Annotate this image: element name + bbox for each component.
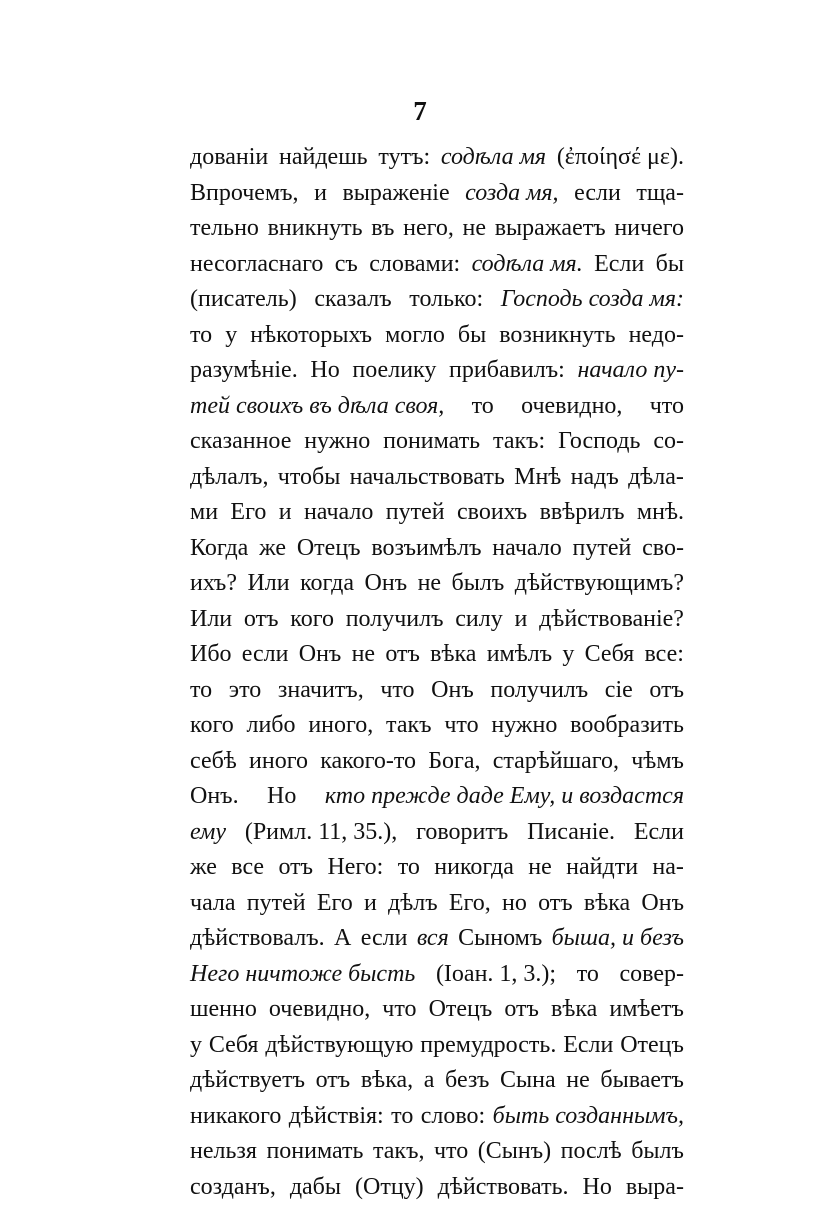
word: себѣ (190, 744, 237, 780)
word: Если (594, 247, 644, 283)
text-line (190, 176, 684, 212)
word: такъ, (373, 1134, 425, 1170)
word: сво- (642, 531, 684, 567)
word: понимать (266, 1134, 363, 1170)
word: найдешь (279, 140, 368, 176)
text-line (190, 602, 684, 638)
word: премудрость. (420, 1028, 556, 1064)
word: все (231, 850, 264, 886)
word: только: (409, 282, 483, 318)
word: (Отцу) (355, 1170, 424, 1205)
word: же (259, 531, 286, 567)
word: Онъ (365, 566, 408, 602)
word: нужно (491, 708, 557, 744)
word: послѣ (561, 1134, 622, 1170)
word: старѣйшаго, (493, 744, 619, 780)
word: Отецъ (429, 992, 493, 1028)
word: выражаетъ (495, 211, 606, 247)
word: Отецъ (620, 1028, 684, 1064)
word: силу (455, 602, 502, 638)
word: бы (458, 318, 486, 354)
word: Если (563, 1028, 613, 1064)
word: вѣка, (361, 1063, 413, 1099)
word: путей (386, 495, 445, 531)
word: что (380, 673, 414, 709)
text-line (190, 1063, 684, 1099)
word: безъ (445, 1063, 489, 1099)
word: былъ (452, 566, 505, 602)
word: все: (644, 637, 683, 673)
word: дѣйствовалъ. (190, 921, 325, 957)
word: что (382, 992, 416, 1028)
text-line (190, 886, 684, 922)
word: Онъ. (190, 779, 239, 815)
word: Или (190, 602, 232, 638)
word: могло (385, 318, 445, 354)
word: него, (403, 211, 454, 247)
text-line (190, 140, 684, 176)
word: дованіи (190, 140, 268, 176)
word: понимать (383, 424, 480, 460)
italic-quote: вся (417, 921, 449, 957)
word: и (364, 886, 377, 922)
word: ихъ? (190, 566, 237, 602)
word: то (190, 673, 212, 709)
text-line (190, 424, 684, 460)
word: иного (249, 744, 308, 780)
text-line (190, 282, 684, 318)
word: а (424, 1063, 435, 1099)
word: дѣйствія: (289, 1099, 384, 1135)
word: и (514, 602, 527, 638)
word: своихъ (457, 495, 527, 531)
word: чтобы (278, 460, 341, 496)
word: бы (656, 247, 684, 283)
word: созданъ, (190, 1170, 276, 1205)
word: словами: (369, 247, 460, 283)
word: отъ (649, 673, 684, 709)
text-line (190, 1028, 684, 1064)
word: Писаніе. (527, 815, 615, 851)
word: если (574, 176, 621, 212)
word: мнѣ. (637, 495, 684, 531)
word: получилъ (490, 673, 588, 709)
text-line (190, 1134, 684, 1170)
word: имѣлъ (487, 637, 552, 673)
word: нѣкоторыхъ (250, 318, 372, 354)
page-number: 7 (0, 96, 840, 126)
word: дѣйствуетъ (190, 1063, 305, 1099)
word: у (190, 1028, 202, 1064)
italic-quote: созда мя, (465, 176, 558, 212)
word: Сыномъ (458, 921, 542, 957)
word: то (472, 389, 494, 425)
text-line (190, 1099, 684, 1135)
text-line (190, 460, 684, 496)
word: что (650, 389, 684, 425)
word: если (242, 637, 289, 673)
word: Его (317, 886, 353, 922)
word: поелику (352, 353, 436, 389)
word: нельзя (190, 1134, 257, 1170)
word: шенно (190, 992, 257, 1028)
text-line (190, 318, 684, 354)
word: и (314, 176, 327, 212)
text-line (190, 1170, 684, 1205)
word: начало (492, 531, 561, 567)
word: выра- (626, 1170, 684, 1205)
word: это (229, 673, 261, 709)
word: найдти (566, 850, 638, 886)
word: разумѣніе. (190, 353, 298, 389)
word: либо (246, 708, 295, 744)
word: дѣйствующую (265, 1028, 413, 1064)
word: чѣмъ (631, 744, 684, 780)
text-line (190, 353, 684, 389)
word: получилъ (346, 602, 444, 638)
word: Впрочемъ, (190, 176, 299, 212)
word: отъ (244, 602, 279, 638)
word: былъ (631, 1134, 684, 1170)
word: А (334, 921, 351, 957)
word: совер- (619, 957, 684, 993)
word: дѣйствующимъ? (515, 566, 684, 602)
text-line (190, 921, 684, 957)
word: не (566, 1063, 590, 1099)
word: (писатель) (190, 282, 297, 318)
word: сказалъ (314, 282, 391, 318)
word: отъ (278, 850, 313, 886)
text-line (190, 637, 684, 673)
italic-quote: Него ничтоже бысть (190, 957, 415, 993)
word: возникнуть (499, 318, 615, 354)
word: и (279, 495, 292, 531)
word: у (225, 318, 237, 354)
italic-quote: Господь созда мя: (501, 282, 684, 318)
text-line (190, 779, 684, 815)
word: значитъ, (278, 673, 364, 709)
text-line (190, 211, 684, 247)
word: Но (583, 1170, 612, 1205)
word: никогда (434, 850, 514, 886)
text-line (190, 673, 684, 709)
body-text (190, 140, 684, 1205)
word: сказанное (190, 424, 291, 460)
word: несогласнаго (190, 247, 323, 283)
word: нужно (304, 424, 370, 460)
word: отъ (385, 637, 420, 673)
italic-quote: тей своихъ въ дѣла своя, (190, 389, 444, 425)
word: Когда (190, 531, 248, 567)
word: не (528, 850, 552, 886)
word: ми (190, 495, 218, 531)
italic-quote: начало пу- (578, 353, 684, 389)
word: Ибо (190, 637, 232, 673)
italic-quote: быть созданнымъ, (493, 1099, 684, 1135)
word: Его, (449, 886, 491, 922)
word: Или (247, 566, 289, 602)
word: очевидно, (269, 992, 370, 1028)
word: то (577, 957, 599, 993)
word: Онъ (641, 886, 684, 922)
word: (Іоан. 1, 3.); (436, 957, 556, 993)
word: если (361, 921, 408, 957)
word: то (398, 850, 420, 886)
word: очевидно, (521, 389, 622, 425)
word: такъ (386, 708, 432, 744)
text-line (190, 957, 684, 993)
text-line (190, 708, 684, 744)
word: Сына (500, 1063, 556, 1099)
word: недо- (629, 318, 684, 354)
word: на- (652, 850, 684, 886)
word: сіе (605, 673, 633, 709)
word: съ (335, 247, 358, 283)
text-line (190, 992, 684, 1028)
word: путей (573, 531, 632, 567)
word: бываетъ (600, 1063, 684, 1099)
word: какого-то (320, 744, 416, 780)
word: вникнуть (268, 211, 363, 247)
word: со- (653, 424, 684, 460)
word: тутъ: (378, 140, 430, 176)
text-line (190, 744, 684, 780)
word: отъ (538, 886, 573, 922)
word: Если (634, 815, 684, 851)
word: тельно (190, 211, 259, 247)
word: (ἐποίησέ με). (557, 140, 684, 176)
word: но (502, 886, 527, 922)
italic-quote: содѣла мя. (472, 247, 583, 283)
word: Но (310, 353, 339, 389)
word: Него: (327, 850, 383, 886)
word: (Римл. 11, 35.), (245, 815, 397, 851)
word: Онъ (299, 637, 342, 673)
word: Себя (209, 1028, 259, 1064)
word: же (190, 850, 217, 886)
word: отъ (504, 992, 539, 1028)
word: вѣка (584, 886, 630, 922)
word: что (444, 708, 478, 744)
word: путей (247, 886, 306, 922)
word: Но (267, 779, 296, 815)
word: дѣйствованіе? (539, 602, 684, 638)
word: тща- (636, 176, 684, 212)
word: въ (371, 211, 394, 247)
italic-quote: быша, и безъ (552, 921, 684, 957)
text-line (190, 389, 684, 425)
text-line (190, 815, 684, 851)
word: то (391, 1099, 413, 1135)
text-line (190, 566, 684, 602)
word: начальствовать (350, 460, 505, 496)
word: Бога, (428, 744, 480, 780)
text-line (190, 850, 684, 886)
word: то (190, 318, 212, 354)
text-line (190, 495, 684, 531)
word: прибавилъ: (449, 353, 565, 389)
word: Отецъ (297, 531, 361, 567)
word: дабы (290, 1170, 341, 1205)
word: что (434, 1134, 468, 1170)
word: ничего (614, 211, 684, 247)
word: иного, (308, 708, 373, 744)
word: надъ (571, 460, 619, 496)
italic-quote: содѣла мя (441, 140, 546, 176)
word: вѣка (551, 992, 597, 1028)
text-line (190, 531, 684, 567)
word: Онъ (431, 673, 474, 709)
word: дѣйствовать. (438, 1170, 569, 1205)
word: не (463, 211, 487, 247)
word: возъимѣлъ (371, 531, 481, 567)
word: не (352, 637, 376, 673)
word: говоритъ (416, 815, 508, 851)
word: кого (290, 602, 334, 638)
word: дѣлалъ, (190, 460, 268, 496)
word: (Сынъ) (478, 1134, 551, 1170)
word: Мнѣ (514, 460, 561, 496)
word: кого (190, 708, 234, 744)
word: не (418, 566, 442, 602)
word: отъ (316, 1063, 351, 1099)
word: Себя (585, 637, 635, 673)
word: Господь (558, 424, 640, 460)
text-line (190, 247, 684, 283)
word: имѣетъ (609, 992, 684, 1028)
word: чала (190, 886, 236, 922)
word: когда (300, 566, 354, 602)
word: начало (304, 495, 373, 531)
word: такъ: (493, 424, 545, 460)
word: выраженіе (342, 176, 449, 212)
word: слово: (421, 1099, 485, 1135)
word: дѣла- (628, 460, 684, 496)
word: вѣка (430, 637, 476, 673)
italic-quote: ему (190, 815, 226, 851)
word: у (562, 637, 574, 673)
word: ввѣрилъ (540, 495, 625, 531)
word: никакого (190, 1099, 281, 1135)
word: Его (230, 495, 266, 531)
italic-quote: кто прежде даде Ему, и воздастся (325, 779, 684, 815)
word: вообразить (570, 708, 684, 744)
word: дѣлъ (388, 886, 438, 922)
